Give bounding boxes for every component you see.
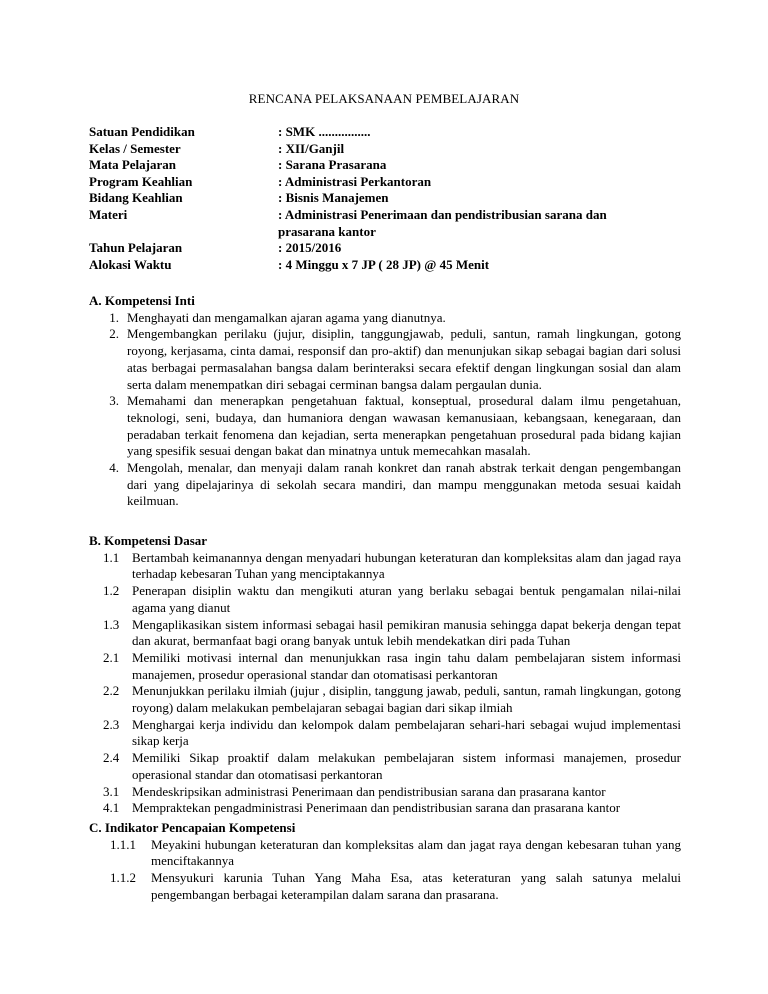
info-value: : SMK ................: [278, 124, 371, 139]
info-row: [89, 141, 689, 158]
info-key: Alokasi Waktu: [89, 256, 172, 272]
item-text: Mengaplikasikan sistem informasi sebagai hasil pemikiran manusia sehingga dapat bekerja dengan tepat dan akurat, bermanfaat bagi orang banyak untuk lebih mendekatkan diri pada Tuhan: [132, 616, 681, 649]
document-title: RENCANA PELAKSANAAN PEMBELAJARAN: [248, 91, 520, 106]
list-item: [89, 650, 681, 683]
list-item: [89, 617, 681, 650]
item-number: 3.: [109, 393, 119, 409]
section-title: C. Indikator Pencapaian Kompetensi: [89, 820, 296, 835]
item-number: 1.1.1: [110, 836, 136, 852]
item-text: Menghargai kerja individu dan kelompok dalam pembelajaran sehari-hari sebagai wujud implementasi sikap kerja: [132, 716, 681, 749]
item-text: Menghayati dan mengamalkan ajaran agama yang dianutnya.: [127, 309, 446, 325]
info-value: : Bisnis Manajemen: [278, 190, 389, 206]
item-number: 1.: [109, 309, 119, 325]
info-row: [89, 157, 689, 174]
item-text: Memiliki motivasi internal dan menunjukkan rasa ingin tahu dalam pembelajaran sistem informasi manajemen, prosedur operasional standar dan otomatisasi perkantoran: [132, 649, 681, 682]
list-item: [89, 800, 681, 817]
item-number: 4.: [109, 460, 119, 476]
info-value: : 4 Minggu x 7 JP ( 28 JP) @ 45 Menit: [278, 256, 490, 272]
info-key: Materi: [89, 206, 128, 222]
list-item: [89, 550, 681, 583]
item-number: 1.1.2: [110, 870, 136, 886]
list-item: [89, 717, 681, 750]
list-item: [89, 393, 681, 460]
list-item: [89, 583, 681, 616]
info-value: : 2015/2016: [278, 240, 342, 256]
info-value: : Sarana Prasarana: [278, 157, 387, 173]
item-text: Mendeskripsikan administrasi Penerimaan dan pendistribusian sarana dan prasarana kantor: [132, 783, 606, 799]
item-number: 1.1: [103, 549, 120, 565]
section-title: B. Kompetensi Dasar: [89, 533, 208, 548]
section-kompetensi-inti: [89, 293, 681, 510]
item-number: 4.1: [103, 800, 120, 816]
item-number: 1.2: [103, 583, 120, 599]
item-text: Mengembangkan perilaku (jujur, disiplin, tanggungjawab, peduli, santun, ramah lingkungan, gotong royong, kerjasama, cinta damai, responsif dan pro-aktif) dan menunjukan sikap sebagai bagian dari solusi atas berbagai permasalahan bangsa dalam berinteraksi secara efektif dengan lingkungan sosial dan alam serta dalam menempatkan diri sebagai cerminan bangsa dalam pergaulan dunia.: [127, 326, 681, 392]
item-text: Bertambah keimanannya dengan menyadari hubungan keteraturan dan kompleksitas alam dan jagad raya terhadap kebesaran Tuhan yang menciptakannya: [132, 549, 681, 582]
list-item: [89, 460, 681, 510]
item-text: Menunjukkan perilaku ilmiah (jujur , disiplin, tanggung jawab, peduli, santun, ramah lingkungan, gotong royong) dalam melakukan pembelajaran sebagai bagian dari sikap ilmiah: [132, 683, 681, 716]
list-item: [89, 750, 681, 783]
item-number: 2.2: [103, 683, 120, 699]
list-item: [89, 326, 681, 393]
list-item: [89, 683, 681, 716]
info-row: [89, 190, 689, 207]
info-key: Satuan Pendidikan: [89, 124, 195, 139]
item-text: Memahami dan menerapkan pengetahuan faktual, konseptual, prosedural dalam ilmu pengetahuan, teknologi, seni, budaya, dan humaniora dengan wawasan kemanusiaan, kebangsaan, kenegaraan, dan peradaban terkait fenomena dan kejadian, serta menerapkan pengetahuan prosedural pada bidang kajian yang spesifik sesuai dengan bakat dan minatnya untuk memecahkan masalah.: [127, 393, 681, 459]
info-value: : Administrasi Perkantoran: [278, 173, 432, 189]
section-kompetensi-dasar: [89, 533, 681, 817]
item-number: 2.1: [103, 649, 120, 665]
info-row: [89, 240, 689, 257]
list-item: [89, 784, 681, 801]
info-key: Bidang Keahlian: [89, 190, 183, 206]
list-item: [89, 837, 681, 870]
identity-table: [89, 124, 689, 273]
info-key: Program Keahlian: [89, 173, 193, 189]
item-text: Penerapan disiplin waktu dan mengikuti aturan yang berlaku sebagai bentuk pengamalan nilai-nilai agama yang dianut: [132, 583, 681, 615]
info-value: : Administrasi Penerimaan dan pendistribusian sarana dan prasarana kantor: [278, 206, 607, 239]
info-row: [89, 257, 689, 274]
info-key: Mata Pelajaran: [89, 157, 177, 173]
item-text: Mensyukuri karunia Tuhan Yang Maha Esa, atas keteraturan yang salah satunya melalui pengembangan berbagai keterampilan dalam sarana dan prasarana.: [151, 870, 681, 902]
info-row: [89, 174, 689, 191]
item-text: Mengolah, menalar, dan menyaji dalam ranah konkret dan ranah abstrak terkait dengan pengembangan dari yang dipelajarinya di sekolah secara mandiri, dan mampu menggunakan metoda sesuai kaidah keilmuan.: [127, 460, 681, 509]
info-row: [89, 207, 689, 240]
item-number: 2.3: [103, 716, 120, 732]
list-item: [89, 870, 681, 903]
item-text: Meyakini hubungan keteraturan dan kompleksitas alam dan jagat raya dengan kebesaran tuhan yang menciftakannya: [151, 836, 681, 869]
item-number: 1.3: [103, 616, 120, 632]
info-value: : XII/Ganjil: [278, 140, 345, 156]
info-key: Tahun Pelajaran: [89, 240, 183, 256]
item-number: 2.: [109, 326, 119, 342]
section-title: A. Kompetensi Inti: [89, 293, 195, 308]
item-text: Memiliki Sikap proaktif dalam melakukan pembelajaran sistem informasi manajemen, prosedur operasional standar dan otomatisasi perkantoran: [132, 750, 681, 782]
info-key: Kelas / Semester: [89, 140, 181, 156]
list-item: [89, 310, 681, 327]
item-number: 3.1: [103, 783, 120, 799]
item-text: Mempraktekan pengadministrasi Penerimaan dan pendistribusian sarana dan prasarana kantor: [132, 800, 621, 816]
item-number: 2.4: [103, 750, 120, 766]
info-row: [89, 124, 689, 141]
section-indikator: [89, 820, 681, 904]
